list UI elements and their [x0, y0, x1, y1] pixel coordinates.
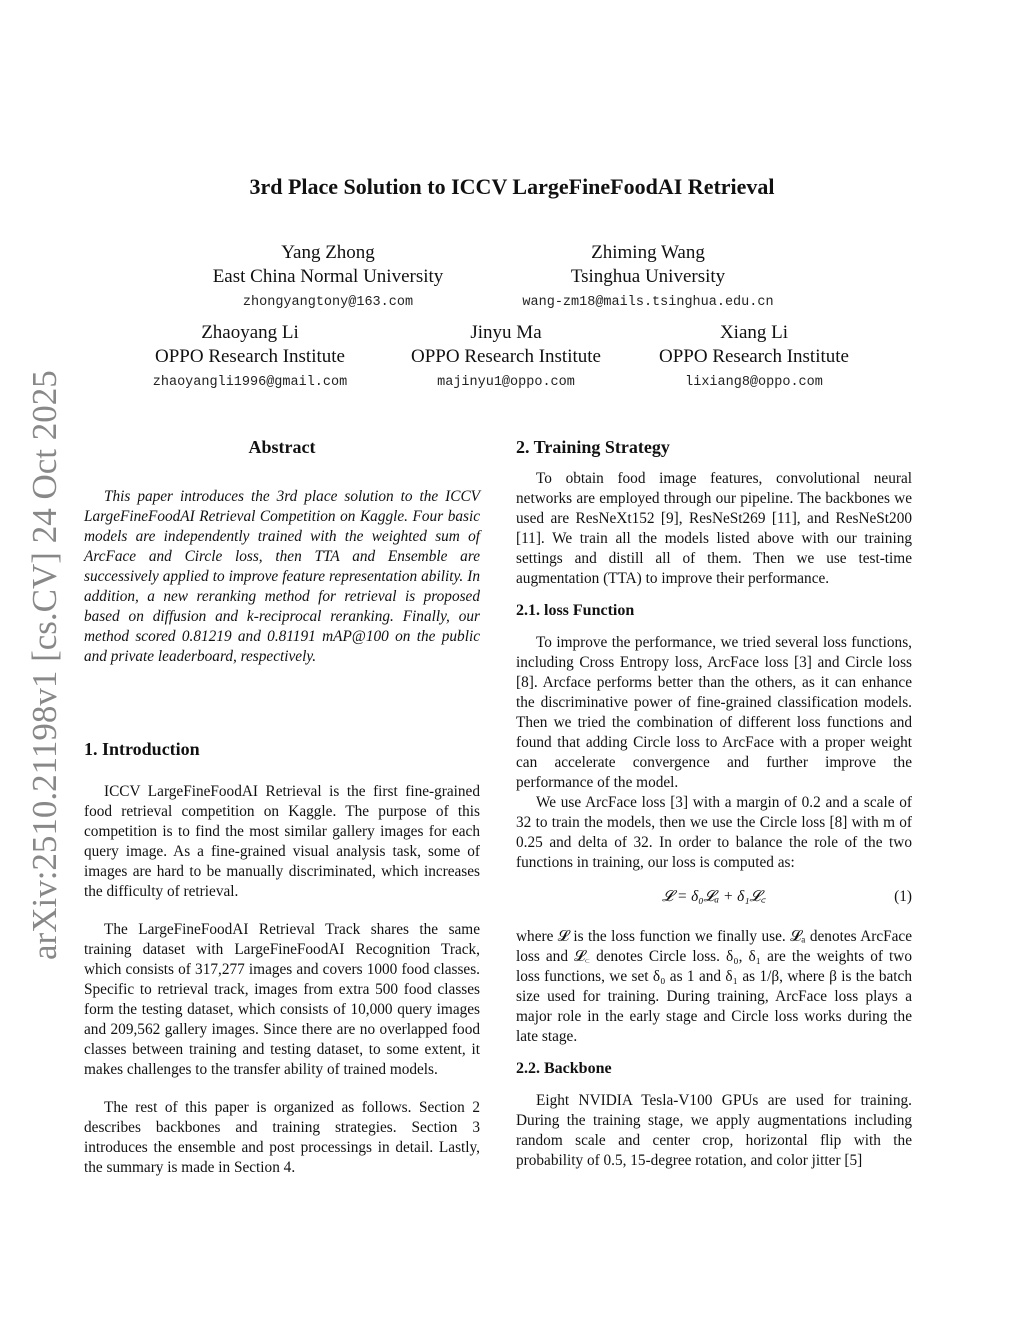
- subsection-heading-backbone: 2.2. Backbone: [516, 1060, 612, 1077]
- author-email[interactable]: lixiang8@oppo.com: [685, 375, 823, 390]
- equation-block: [516, 887, 912, 915]
- author-name: Yang Zhong: [281, 242, 375, 263]
- author-name: Xiang Li: [719, 322, 789, 343]
- paper-title: 3rd Place Solution to ICCV LargeFineFoodAI Retrieval: [249, 174, 775, 199]
- paragraph: where 𝓛 is the loss function we finally use. 𝓛ₐ denotes ArcFace loss and 𝓛꜀ denotes Circle loss. δ₀, δ₁ are the weights of two loss functions, we set δ₀ as 1 and δ₁ as 1/β, where β is the batch size used for training. During training, ArcFace loss plays a major role in the early stage and Circle loss works during the late stage.: [516, 928, 912, 1045]
- author-block: [178, 241, 478, 315]
- paragraph: The rest of this paper is organized as follows. Section 2 describes backbones and training strategies. Section 3 introduces the ensemble and post processings in detail. Lastly, the summary is made in Section 4.: [84, 1099, 480, 1176]
- author-email[interactable]: wang-zm18@mails.tsinghua.edu.cn: [522, 295, 774, 310]
- section-heading-introduction: 1. Introduction: [84, 739, 200, 759]
- author-affiliation: OPPO Research Institute: [659, 346, 849, 367]
- author-email[interactable]: zhaoyangli1996@gmail.com: [152, 375, 348, 390]
- arxiv-identifier: arXiv:2510.21198v1 [cs.CV] 24 Oct 2025: [25, 370, 64, 960]
- author-name: Zhiming Wang: [591, 242, 705, 263]
- equation-number: (1): [894, 888, 912, 905]
- author-block: [386, 321, 626, 395]
- right-column: [516, 437, 912, 1171]
- left-column: [84, 437, 480, 1178]
- paragraph: To improve the performance, we tried several loss functions, including Cross Entropy loss, ArcFace loss [3] and Circle loss [8]. Arcface performs better than the others, as it can enhance the discriminative power of fine-grained classification models. Then we tried the combination of different loss functions and found that adding Circle loss to ArcFace with a proper weight can accelerate convergence and further improve the performance of the model.: [516, 634, 912, 791]
- equation: 𝓛 = δ₀𝓛ₐ + δ₁𝓛꜀: [662, 888, 766, 905]
- author-block: [634, 321, 874, 395]
- paragraph: To obtain food image features, convolutional neural networks are employed through our pipeline. The backbones we used are ResNeXt152 [9], ResNeSt269 [11], and ResNeSt200 [11]. We train all the models listed above with our training settings and distill all of them. Then we use test-time augmentation (TTA) to improve their performance.: [516, 470, 912, 587]
- author-affiliation: OPPO Research Institute: [155, 346, 345, 367]
- author-email[interactable]: majinyu1@oppo.com: [437, 375, 575, 390]
- section-heading-training: 2. Training Strategy: [516, 437, 670, 457]
- paragraph: ICCV LargeFineFoodAI Retrieval is the first fine-grained food retrieval competition on Kaggle. The purpose of this competition is to find the most similar gallery images for each query image. As a fine-grained visual analysis task, some of images are hard to be manually discriminated, which increases the difficulty of retrieval.: [84, 783, 480, 900]
- abstract-text: This paper introduces the 3rd place solution to the ICCV LargeFineFoodAI Retrieval Competition on Kaggle. Four basic models are independently trained with the weighted sum of ArcFace and Circle loss, then TTA and Ensemble are successively applied to improve feature representation ability. In addition, a new reranking method for retrieval is proposed based on diffusion and k-reciprocal reranking. Finally, our method scored 0.81219 and 0.81191 mAP@100 on the public and private leaderboard, respectively.: [84, 488, 480, 665]
- author-block: [120, 321, 380, 395]
- abstract-heading: Abstract: [248, 437, 316, 457]
- author-affiliation: Tsinghua University: [570, 266, 726, 287]
- author-affiliation: East China Normal University: [212, 266, 444, 287]
- author-name: Zhaoyang Li: [201, 322, 299, 343]
- author-block: [488, 241, 808, 315]
- paragraph: We use ArcFace loss [3] with a margin of 0.2 and a scale of 32 to train the models, then we use the Circle loss [8] with m of 0.25 and delta of 32. In order to balance the role of the two functions in training, our loss is computed as:: [516, 794, 912, 871]
- paragraph: The LargeFineFoodAI Retrieval Track shares the same training dataset with LargeFineFoodAI Recognition Track, which consists of 317,277 images and covers 1000 food classes. Specific to retrieval track, images from extra 500 food classes form the testing dataset, which consists of 10,000 query images and 209,562 gallery images. Since there are no overlapped food classes between training and testing dataset, to some extent, it makes challenges to the transfer ability of trained models.: [84, 921, 480, 1078]
- paragraph: Eight NVIDIA Tesla-V100 GPUs are used for training. During the training stage, we apply augmentations including random scale and center crop, horizontal flip with the probability of 0.5, 15-degree rotation, and color jitter [5]: [516, 1092, 912, 1169]
- author-affiliation: OPPO Research Institute: [411, 346, 601, 367]
- author-email[interactable]: zhongyangtony@163.com: [242, 295, 414, 310]
- author-name: Jinyu Ma: [470, 322, 542, 343]
- subsection-heading-loss: 2.1. loss Function: [516, 602, 635, 619]
